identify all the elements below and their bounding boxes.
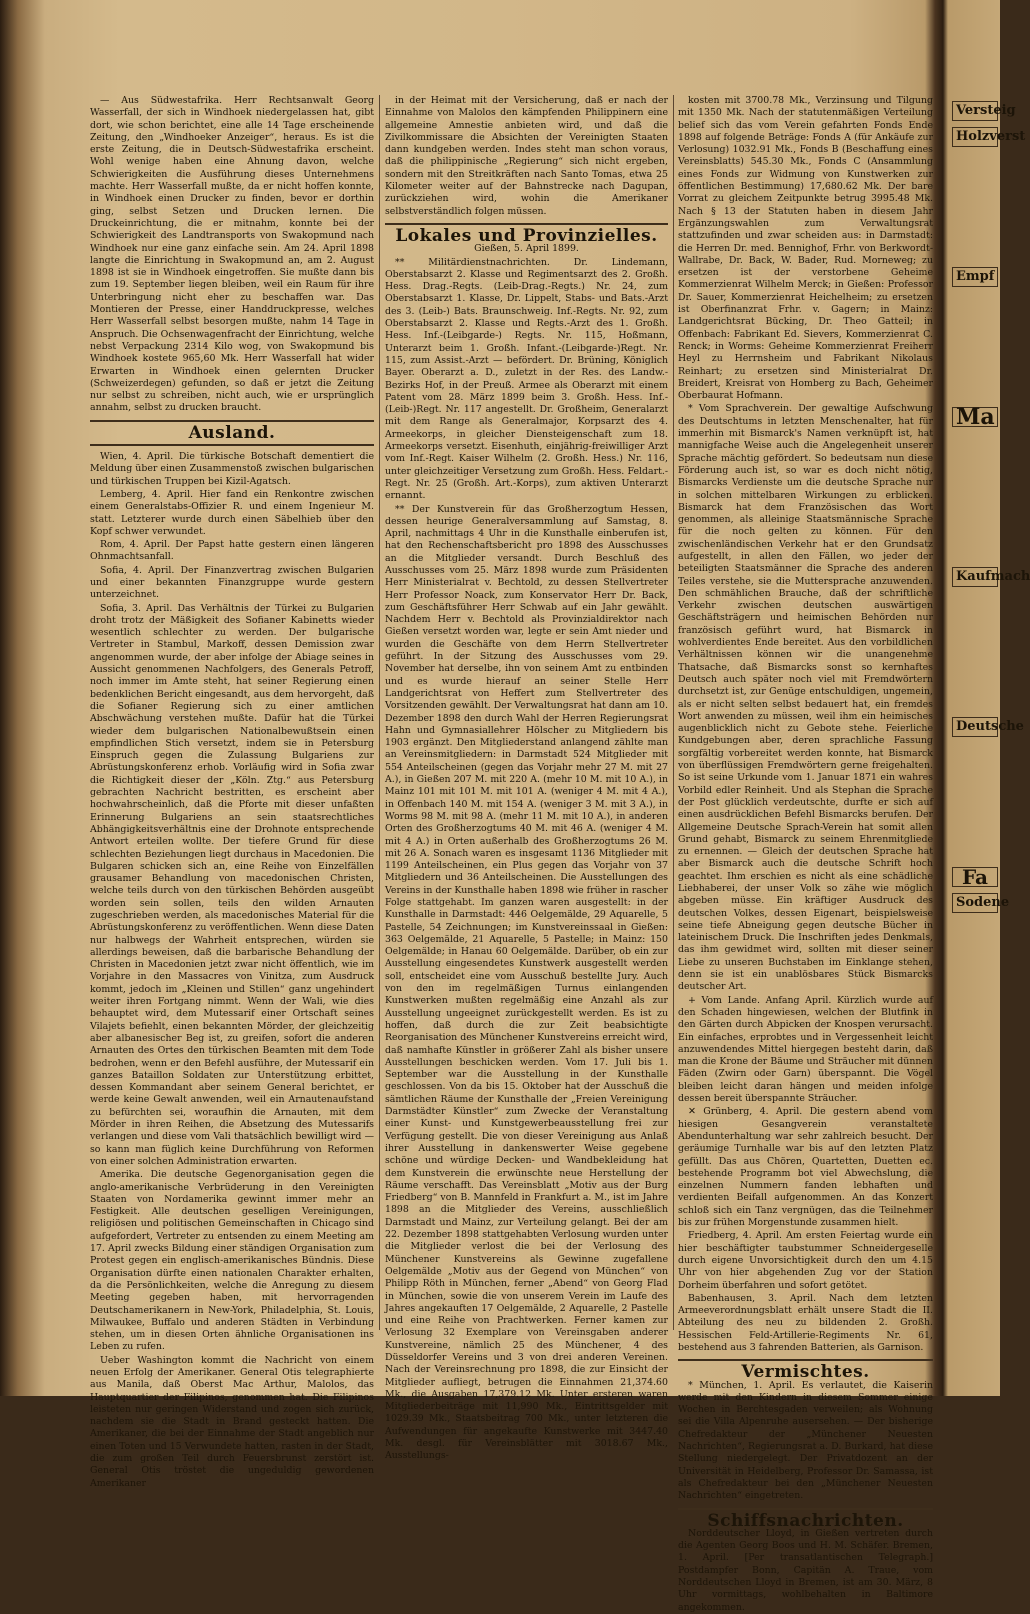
divider [385,223,668,225]
article-kunstverein: ** Der Kunstverein für das Großherzogtum Hessen, dessen heurige Generalversammlung auf Samstag, 8. April, nachmittags 4 Uhr in die Kunsthalle einberufen ist, hat den Rechenschaftsbericht pro 1898 des Ausschusses an die Mitglieder versandt. Durch Beschluß des Ausschusses vom 25. März 1898 wurde zum Präsidenten Herr Ministerialrat v. Bechtold, zu dessen Stellvertreter Herr Professor Noack, zum Konservator Herr Dr. Back, zum Geschäftsführer Herr Schwab auf ein Jahr gewählt. Nachdem Herr v. Bechtold als Provinzialdirektor nach Gießen versetzt worden war, legte er sein Amt nieder und wurden die Geschäfte von dem Herrn Stellvertreter geführt. In der Sitzung des Ausschusses vom 29. November hat derselbe, ihn von seinem Amt zu entbinden und es wurde hierauf an seiner Stelle Herr Landgerichtsrat von Heffert zum Stellvertreter des Vorsitzenden gewählt. Der Verwaltungsrat hat dann am 10. Dezember 1898 den durch Wahl der Herren Regierungsrat Hahn und Gymnasiallehrer Hölscher zu Mitgliedern bis 1903 ergänzt. Den Mitgliederstand anlangend zählte man an Vereinsmitgliedern: in Darmstadt 524 Mitglieder mit 554 Anteilscheinen (gegen das Vorjahr mehr 27 M. mit 27 A.), in Gießen 207 M. mit 220 A. (mehr 10 M. mit 10 A.), in Mainz 101 mit 101 M. mit 101 A. (weniger 4 M. mit 4 A.), in Offenbach 140 M. mit 154 A. (weniger 3 M. mit 3 A.), in Worms 98 M. mit 98 A. (mehr 11 M. mit 10 A.), in anderen Orten des Großherzogtums 40 M. mit 46 A. (weniger 4 M. mit 4 A.) in Orten außerhalb des Großherzogtums 26 M. mit 26 A. Sonach waren es insgesamt 1136 Mitglieder mit 1199 Anteilscheinen, ein Plus gegen das Vorjahr von 37 Mitgliedern und 36 Anteilscheinen. Die Ausstellungen des Vereins in der Kunsthalle haben 1898 wie früher in rascher Folge stattgehabt. Im ganzen waren ausgestellt: in der Kunsthalle in Darmstadt: 446 Oelgemälde, 29 Aquarelle, 5 Pastelle, 54 Zeichnungen; im Kunstvereinssaal in Gießen: 363 Oelgemälde, 21 Aquarelle, 5 Pastelle; in Mainz: 150 Oelgemälde; in Hanau 60 Oelgemälde. Darüber, ob ein zur Ausstellung eingesendetes Kunstwerk ausgestellt werden soll, entscheidet eine vom Ausschuß bestellte Jury. Auch von den im regelmäßigen Turnus einlangenden Kunstwerken mußten regelmäßig eine Anzahl als zur Ausstellung ungeeignet zurückgestellt werden. Es ist zu hoffen, daß durch die zur Zeit beabsichtigte Reorganisation des Münchener Kunstvereins erreicht wird, daß namhafte Künstler in größerer Zahl als bisher unsere Ausstellungen beschicken werden. Vom 17. Juli bis 1. September war die Ausstellung in der Kunsthalle geschlossen. Von da bis 15. Oktober hat der Ausschuß die sämtlichen Räume der Kunsthalle der „Freien Vereinigung Darmstädter Künstler“ zum Zwecke der Veranstaltung einer Kunst- und Kunstgewerbeausstellung frei zur Verfügung gestellt. Die von dieser Vereinigung aus Anlaß ihrer Ausstellung in dankenswerter Weise gegebene schöne und würdige Decken- und Wandbekleidung hat dem Kunstverein die erwünschte neue Herstellung der Räume verschafft. Das Vereinsblatt „Motiv aus der Burg Friedberg“ von B. Mannfeld in Frankfurt a. M., ist im Jahre 1898 an die Mitglieder des Vereins, ausschließlich Darmstadt und Mainz, zur Verteilung gelangt. Bei der am 22. Dezember 1898 stattgehabten Verlosung wurden unter die Mitglieder verlost die bei der Verlosung des Münchener Kunstvereins als Gewinne zugefallene Oelgemälde „Motiv aus der Gegend von München“ von Philipp Röth in München, ferner „Abend“ von Georg Flad in München, sowie die von unserem Verein im Laufe des Jahres angekauften 17 Oelgemälde, 2 Aquarelle, 2 Pastelle und eine Reihe von Prachtwerken. Ferner kamen zur Verlosung 32 Exemplare von Vereinsgaben anderer Kunstvereine, nämlich 25 des Münchener, 4 des Düsseldorfer Vereins und 3 von drei anderen Vereinen. Nach der Vereinsrechnung pro 1898, die zur Einsicht der Mitglieder aufliegt, betrugen die Einnahmen 21,374.60 Mk., die Ausgaben 17,379.12 Mk. Unter ersteren waren Mitgliederbeiträge mit 11,990 Mk., Eintrittsgelder mit 1029.39 Mk., Staatsbeitrag 700 Mk., unter letzteren die Aufwendungen für angekaufte Kunstwerke mit 3447.40 Mk. desgl. für Vereinsblätter mit 3018.67 Mk., Ausstellungs- [385,503,668,1462]
section-heading-ausland: Ausland. [188,422,276,443]
ad-fragment: Deutsche [952,717,998,737]
article-friedberg: Friedberg, 4. April. Am ersten Feiertag wurde ein hier beschäftigter taubstummer Schneidergeselle durch eigene Unvorsichtigkeit durch den um 4.15 Uhr von hier abgehenden Zug vor der Station Dorheim überfahren und sofort getötet. [678,1230,933,1291]
column-1 [90,95,374,1489]
article-lloyd: Norddeutscher Lloyd, in Gießen vertreten durch die Agenten Georg Boos und H. M. Schäfer. Bremen, 1. April. [Per transatlantischen Telegraph.] Postdampfer Bonn, Capitän A. Traue, vom Norddeutschen Lloyd in Bremen, ist am 30. März, 8 Uhr vormittags, wohlbehalten in Baltimore angekommen. [678,1527,933,1613]
ad-fragment: Sodene [952,893,998,913]
article-suedwestafrika: — Aus Südwestafrika. Herr Rechtsanwalt Georg Wasserfall, der sich in Windhoek niedergelassen hat, gibt dort, wie schon berichtet, eine alle 14 Tage erscheinende Zeitung, den „Windhoeker Anzeiger“, heraus. Es ist die erste Zeitung, die in Deutsch-Südwestafrika erscheint. Wohl wenige haben eine Ahnung davon, welche Schwierigkeiten die Ausführung dieses Unternehmens machte. Herr Wasserfall mußte, da er nicht hoffen konnte, in Windhoek einen Drucker zu finden, bevor er dorthin ging, selbst Setzen und Drucken lernen. Die Druckeinrichtung, die er mitnahm, konnte bei der Schwierigkeit des Landtransports von Swakopmund nach Windhoek nur eine ganz einfache sein. Am 24. April 1898 langte die Einrichtung in Swakopmund an, am 2. August 1898 ist sie in Windhoek eingetroffen. Sie mußte dann bis zum 19. September liegen bleiben, weil ein Raum für ihre Unterbringung nicht eher zu beschaffen war. Das Montieren der Presse, einer Handdruckpresse, welches Herr Wasserfall selbst besorgen mußte, nahm 14 Tage in Anspruch. Die Ochsenwagenfracht der Einrichtung, welche nebst Verpackung 2314 Kilo wog, von Swakopmund bis Windhoek kostete 965,60 Mk. Herr Wasserfall hat wider Erwarten in Windhoek einen gelernten Drucker (Schweizerdegen) gefunden, so daß er jetzt die Zeitung nur selbst zu schreiben, nicht auch, wie er ursprünglich annahm, selbst zu drucken braucht. [90,95,374,414]
section-heading-vermischtes: Vermischtes. [741,1362,870,1383]
article-amerika: Amerika. Die deutsche Gegenorganisation gegen die anglo-amerikanische Verbrüderung in den Vereinigten Staaten von Nordamerika gewinnt immer mehr an Festigkeit. Alle deutschen geselligen Vereinigungen, religiösen und politischen Gemeinschaften in Chicago sind aufgefordert, Vertreter zu entsenden zu einem Meeting am 17. April zwecks Bildung einer ständigen Organisation zum Protest gegen ein englisch-amerikanisches Bündnis. Diese Organisation dürfte einen nationalen Charakter erhalten, da die Persönlichkeiten, welche die Anregung zu diesem Meeting gegeben haben, mit hervorragenden Deutschamerikanern in New-York, Philadelphia, St. Louis, Milwaukee, Buffalo und anderen Städten in Verbindung stehen, um in diesen Orten ähnliche Organisationen ins Leben zu rufen. [90,1169,374,1353]
article-lemberg: Lemberg, 4. April. Hier fand ein Renkontre zwischen einem Generalstabs-Offizier R. und einem Ingenieur M. statt. Letzterer wurde durch einen Säbelhieb über den Kopf schwer verwundet. [90,488,374,537]
article-babenhausen: Babenhausen, 3. April. Nach dem letzten Armeeverordnungsblatt erhält unsere Stadt die II. Abteilung des neu zu bildenden 2. Großh. Hessischen Feld-Artillerie-Regiments Nr. 61, bestehend aus 3 fahrenden Batterien, als Garnison. [678,1292,933,1353]
next-page-ads-strip [952,95,1030,1335]
article-kunstverein-cont: kosten mit 3700.78 Mk., Verzinsung und Tilgung mit 1350 Mk. Nach der statutenmäßigen Verteilung belief sich das vom Verein gefahrten Fonds Ende 1898 auf folgende Beträge: Fonds A (für Ankäufe zur Verlosung) 1032.91 Mk., Fonds B (Beschaffung eines Vereinsblatts) 545.30 Mk., Fonds C (Ansammlung eines Fonds zur Widmung von Kunstwerken zur öffentlichen Bestimmung) 17,680.62 Mk. Der bare Vorrat zu gleichem Zeitpunkte betrug 3995.48 Mk. Nach § 13 der Statuten haben in diesem Jahr Ergänzungswahlen zum Verwaltungsrat stattzufinden und zwar scheiden aus: in Darmstadt: die Herren Dr. med. Bennighof, Frhr. von Berkwordt-Wallrabe, Dr. Back, W. Bader, Rud. Morneweg; zu ersetzen ist der verstorbene Geheime Kommerzienrat Wilhelm Merck; in Gießen: Professor Dr. Sauer, Kommerzienrat Heichelheim; zu ersetzen ist Oberfinanzrat Frhr. v. Gagern; in Mainz: Landgerichtsrat Bücking, Dr. Theo Gatteil; in Offenbach: Fabrikant Ed. Sievers, Kommerzienrat C. Renck; in Worms: Geheime Kommerzienrat Freiherr Heyl zu Herrnsheim und Fabrikant Nikolaus Reinhart; zu ersetzen sind Ministerialrat Dr. Breidert, Kreisrat von Homberg zu Bach, Geheimer Oberbaurat Hofmann. [678,95,933,402]
divider [678,1508,933,1510]
section-heading-lokales: Lokales und Provinzielles. [395,225,658,246]
article-militaer: ** Militärdienstnachrichten. Dr. Lindemann, Oberstabsarzt 2. Klasse und Regimentsarzt des 2. Großh. Hess. Drag.-Regts. (Leib-Drag.-Regts.) Nr. 24, zum Oberstabsarzt 1. Klasse, Dr. Lippelt, Stabs- und Bats.-Arzt des 3. (Leib-) Bats. Braunschweig. Inf.-Regts. Nr. 92, zum Oberstabsarzt 2. Klasse und Regts.-Arzt des 1. Großh. Hess. Inf.-(Leibgarde-) Regts. Nr. 115, Hoßmann, Unterarzt beim 1. Großh. Infant.-(Leibgarde-)Regt. Nr. 115, zum Assist.-Arzt — befördert. Dr. Brüning, Königlich Bayer. Oberarzt a. D., zuletzt in der Res. des Landw.-Bezirks Hof, in der Preuß. Armee als Oberarzt mit einem Patent vom 28. März 1899 beim 3. Großh. Hess. Inf.-(Leib-)Regt. Nr. 117 angestellt. Dr. Großheim, Generalarzt mit dem Range als Generalmajor, Korpsarzt des 4. Armeekorps, in gleicher Diensteigenschaft zum 18. Armeekorps versetzt. Eisenhuth, einjährig-freiwilliger Arzt vom Inf.-Regt. Kaiser Wilhelm (2. Großh. Hess.) Nr. 116, unter gleichzeitiger Versetzung zum Großh. Hess. Feldart.-Regt. Nr. 25 (Großh. Art.-Korps), zum aktiven Unterarzt ernannt. [385,256,668,502]
divider [678,1359,933,1361]
article-washington: Ueber Washington kommt die Nachricht von einem neuen Erfolg der Amerikaner. General Otis telegraphierte aus Manila, daß Oberst Mac Arthur, Malolos, das Hauptquartier der Filipinos, genommen hat. Die Filipinos leisteten nur geringen Widerstand und zogen sich zurück, nachdem sie die Stadt in Brand gesteckt hatten. Die Amerikaner, die bei der Einnahme der Stadt angeblich nur einen Toten und 15 Verwundete hatten, rasten in der Stadt, die zum großen Teil durch Feuersbrunst zerstört ist. General Otis tröstet die ungeduldig gewordenen Amerikaner [90,1354,374,1489]
ad-fragment: Fa [952,867,998,887]
article-continued: in der Heimat mit der Versicherung, daß er nach der Einnahme von Malolos den kämpfenden Philippinern eine allgemeine Amnestie anbieten wird, und daß die Zivilkommissare die Absichten der Vereinigten Staaten dann kundgeben werden. Indes steht man schon voraus, daß die philippinische „Regierung“ sich nicht ergeben, sondern mit den Streitkräften nach Santo Tomas, etwa 25 Kilometer weiter auf der Bahnstrecke nach Dagupan, zurückziehen wird, wohin die Amerikaner selbstverständlich folgen müssen. [385,95,668,217]
column-3 [678,95,933,1613]
ad-fragment: Holzverst [952,127,998,147]
ad-fragment: Empf [952,267,998,287]
column-rule [673,95,674,1330]
ad-fragment: Versteig [952,101,998,121]
article-sofia-2: Sofia, 3. April. Das Verhältnis der Türkei zu Bulgarien droht trotz der Mäßigkeit des Sofianer Kabinetts wieder wesentlich schlechter zu werden. Der bulgarische Vertreter in Stambul, Markoff, dessen Demission zwar angenommen wurde, der aber infolge der Abiage seines in Aussicht genommenen Nachfolgers, des Generals Petroff, noch immer im Amte steht, hat seiner Regierung einen bedenklichen Bericht eingesandt, aus dem hervorgeht, daß die Sofianer Regierung sich zu einer amtlichen Abschwächung verstehen mußte. Dafür hat die Türkei wieder dem bulgarischen Nationalbewußtsein einen empfindlichen Stich versetzt, indem sie in Petersburg Einspruch gegen die Zulassung Bulgariens zur Abrüstungskonferenz erhob. Vorläufig wird in Sofia zwar die Richtigkeit dieser der „Köln. Ztg.“ aus Petersburg gebrachten Nachricht bestritten, es erscheint aber hochwahrscheinlich, daß die Pforte mit dieser unfaßten Erinnerung Bulgariens an sein staatsrechtliches Abhängigkeitsverhältnis eine der Drohnote entsprechende Antwort erteilen wollte. Der tiefere Grund für diese schlechten Beziehungen liegt durchaus in Macedonien. Die Bulgaren schicken sich an, eine Reihe von Einzelfällen grausamer Behandlung von macedonischen Christen, welche teils durch von den türkischen Behörden ausgeübt worden sein sollen, teils den wilden Arnauten zugeschrieben werden, als macedonisches Material für die Abrüstungskonferenz zu veröffentlichen. Wenn diese Daten nur halbwegs der Wahrheit entsprechen, würden sie allerdings beweisen, daß die barbarische Behandlung der Christen in Macedonien jetzt zwar nicht öffentlich, wie im Vorjahre in den Massacres von Vinitza, zum Ausdruck kommt, jedoch im „Kleinen und Stillen“ ganz ungehindert weiter ihren Fortgang nimmt. Wenn der Wali, wie dies behauptet wird, dem Mutessarif einer Ortschaft seines Vilajets befiehlt, einen bekannten Mörder, der gleichzeitig aber albanesischer Beg ist, zu greifen, sofort die anderen Arnauten des Ortes den türkischen Beamten mit dem Tode bedrohen, wenn er den Befehl ausführe, der Mutessarif ein ganzes Bataillon Soldaten zur Unterstützung erbittet, dessen Kommandant aber seinem General berichtet, er werde keine Gewalt anwenden, weil ein Arnautenaufstand zu befürchten sei, woraufhin die Arnauten, mit dem Mörder in ihren Reihen, die Absetzung des Mutessarifs verlangen und diese vom Vali thatsächlich bewilligt wird — so kann man füglich keine Durchführung von Reformen von einer solchen Administration erwarten. [90,602,374,1167]
article-rom: Rom, 4. April. Der Papst hatte gestern einen längeren Ohnmachtsanfall. [90,539,374,563]
article-sofia-1: Sofia, 4. April. Der Finanzvertrag zwischen Bulgarien und einer bekannten Finanzgruppe wurde gestern unterzeichnet. [90,564,374,601]
article-vom-lande: + Vom Lande. Anfang April. Kürzlich wurde auf den Schaden hingewiesen, welchen der Blutfink in den Gärten durch Abpicken der Knospen verursacht. Ein einfaches, erprobtes und in Vergessenheit leicht anzuwendendes Mittel hiergegen besteht darin, daß man die Krone der Bäume und Sträucher mit dünnen Fäden (Zwirn oder Garn) überspannt. Die Vögel bleiben leicht daran hängen und meiden infolge dessen bereit überspannte Sträucher. [678,994,933,1105]
divider [90,444,374,446]
dateline: Gießen, 5. April 1899. [474,243,579,255]
column-2 [385,95,668,1462]
article-sprachverein: * Vom Sprachverein. Der gewaltige Aufschwung des Deutschtums in letzten Menschenalter, hat für immerhin mit Bismarck's Namen verknüpft ist, hat mannigfache Weise auch die Angelegenheit unserer Sprache mächtig gefördert. So bedeutsam nun diese Förderung auch ist, so war es doch nicht nötig, Bismarcks Verdienste um die deutsche Sprache nur in solchen mittelbaren Wirkungen zu erblicken. Bismarck hat dem Französischen das Wort genommen, als alleinige Staatsmännische Sprache für die noch gelten zu können. Für den zwischenländischen Verkehr hat er den Grundsatz aufgestellt, in allen den Fällen, wo jeder der beteiligten Staatsmänner die Sprache des anderen Teiles verstehe, sie die Muttersprache anzuwenden. Den schmählichen Brauche, daß der schriftliche Verkehr zwischen deutschen auswärtigen Geschäftsträgern und heimischen Behörden nur französisch geführt wurd, hat Bismarck in wohlverdientes Ende bereitet. Aus den vorbildlichen Verhältnissen können wir die unangenehme Thatsache, daß Bismarcks sonst so kernhaftes Deutsch auch später noch viel mit Fremdwörtern durchsetzt ist, zur Genüge entschuldigen, ungemein, als er nicht selten selbst bedauert hat, ein fremdes Wort anwenden zu müssen, weil ihm ein heimisches augenblicklich nicht zu Gebote stehe. Feierliche Kundgebungen aber, deren sprachliche Fassung sorgfältig vorbereitet werden konnte, hat Bismarck von überflüssigen Fremdwörtern gerne freigehalten. So ist seine Urkunde vom 1. Januar 1871 ein wahres Vorbild edler Reinheit. Und als Stephan die Sprache der Post glücklich verdeutschte, durfte er sich auf einen ausdrücklichen Befehl Bismarcks berufen. Der Allgemeine Deutsche Sprach-Verein hat somit allen Grund gehabt, Bismarck zu seinem Ehrenmitgliede zu ernennen. — Gleich der deutschen Sprache hat aber Bismarck auch die deutsche Schrift hoch geachtet. Ihm erschien es nicht als eine schädliche Liebhaberei, der unser Volk so zähe wie möglich abgeben müsse. Ein kräftiger Ausdruck des deutschen Volkes, dessen Eigenart, beispielsweise seine tiefe Abneigung gegen deutsche Bücher in lateinischem Druck. Die Inschriften jedes Denkmals, das ihm gewidmet wird, sollten mit dieser seiner Liebe zu unseren Buchstaben im Einklange stehen, denn sie ist ein unablösbares Stück Bismarcks deutscher Art. [678,403,933,993]
article-wien: Wien, 4. April. Die türkische Botschaft dementiert die Meldung über einen Zusammenstoß zwischen bulgarischen und türkischen Truppen bei Kizil-Agatsch. [90,451,374,487]
divider [90,420,374,422]
ad-fragment: Ma [952,407,998,427]
column-rule [379,95,380,1330]
ad-fragment: Kaufmach [952,567,998,587]
article-muenchen: * München, 1. April. Es verlautet, die Kaiserin werde mit den Kindern in diesem Sommer einige Wochen in Berchtesgaden verweilen; als Wohnung sei die Villa Alpenruhe ausersehen. — Der bisherige Chefredakteur der „Münchener Neuesten Nachrichten“, Regierungsrat a. D. Burkard, hat diese Stellung niedergelegt. Der Privatdozent an der Universität in Heidelberg, Professor Dr. Samassa, ist als Chefredakteur bei den „Münchener Neuesten Nachrichten“ eingetreten. [678,1379,933,1502]
section-heading-schiffsnachrichten: Schiffsnachrichten. [707,1510,904,1531]
article-gruenberg: ✕ Grünberg, 4. April. Die gestern abend vom hiesigen Gesangverein veranstaltete Abendunterhaltung war sehr zahlreich besucht. Der geräumige Turnhalle war bis auf den letzten Platz gefüllt. Das aus Chören, Quartetten, Duetten ec. bestehende Programm bot viel Abwechslung, die einzelnen Nummern fanden lebhaften und verdienten Beifall aufgenommen. An das Konzert schloß sich ein Tanz vergnügen, das die Teilnehmer bis zur frühen Morgenstunde zusammen hielt. [678,1106,933,1229]
